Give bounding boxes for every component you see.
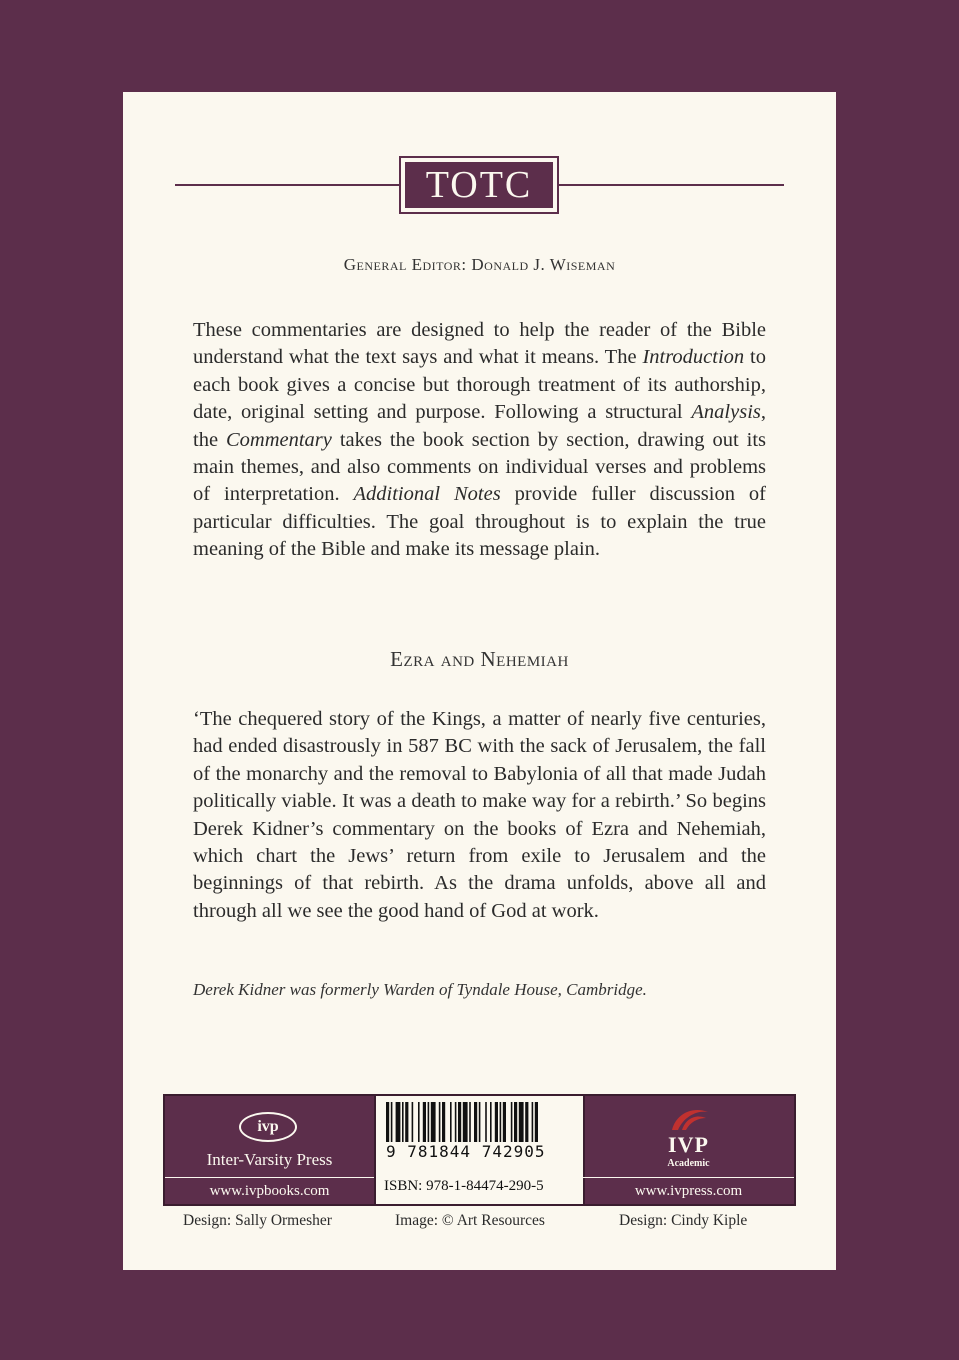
desc-text: takes the book section by section, drawing out its main themes, and also comments on individual verses and problems of interpretation. [193, 428, 766, 506]
header-rule-left [175, 184, 399, 186]
ivp-academic-sub: Academic [667, 1158, 710, 1169]
publisher-name: Inter-Varsity Press [206, 1150, 333, 1169]
barcode-digits: 9 781844 742905 [386, 1142, 546, 1161]
publisher-barcode-bar [163, 1094, 796, 1206]
book-blurb: ‘The chequered story of the Kings, a matter of nearly five centuries, had ended disastrously in 587 BC with the sack of Jerusalem, the fall of the monarchy and the removal to Babylonia of all that made Judah politically viable. It was a death to make way for a rebirth.’ So begins Derek Kidner’s commentary on the books of Ezra and Nehemiah, which chart the Jews’ return from exile to Jerusalem and the beginnings of that rebirth. As the drama unfolds, above all and through all we see the good hand of God at work. [193, 708, 766, 922]
back-cover-panel [123, 92, 836, 1270]
general-editor: General Editor: Donald J. Wiseman [343, 255, 616, 274]
totc-logo-text: TOTC [405, 162, 553, 208]
ivp-academic-swoosh-icon [668, 1104, 712, 1132]
barcode-block [374, 1096, 585, 1204]
desc-intro: Introduction [642, 346, 745, 369]
desc-text: , the [193, 401, 766, 451]
desc-text: to each book gives a concise but thorough treatment of its authorship, date, original setting and purpose. Following a structural [193, 346, 766, 424]
book-title: Ezra and Nehemiah [390, 647, 569, 671]
desc-text: provide fuller discussion of particular difficulties. The goal throughout is to explain the true meaning of the Bible and make its message plain. [193, 483, 767, 561]
image-credit: Image: © Art Resources [395, 1212, 545, 1229]
ivp-academic-block [583, 1096, 794, 1178]
barcode-icon [384, 1102, 579, 1142]
ivp-academic-logo: IVP [668, 1132, 709, 1157]
ivp-logo-icon: ivp [239, 1112, 297, 1142]
isbn-number: ISBN: 978-1-84474-290-5 [384, 1178, 544, 1194]
desc-analysis: Analysis [691, 401, 761, 424]
desc-commentary: Commentary [225, 428, 332, 451]
desc-text: These commentaries are designed to help the reader of the Bible understand what the text says and what it means. The [193, 319, 766, 369]
author-note: Derek Kidner was formerly Warden of Tyndale House, Cambridge. [193, 980, 647, 999]
desc-additional-notes: Additional Notes [353, 483, 501, 506]
series-description [193, 317, 766, 564]
design-credit-left: Design: Sally Ormesher [183, 1212, 332, 1229]
header-rule-right [559, 184, 784, 186]
ivpress-url: www.ivpress.com [583, 1177, 794, 1204]
totc-logo [399, 156, 559, 214]
ivpbooks-url: www.ivpbooks.com [165, 1177, 374, 1204]
ivp-publisher-block [165, 1096, 374, 1178]
design-credit-right: Design: Cindy Kiple [619, 1212, 748, 1229]
